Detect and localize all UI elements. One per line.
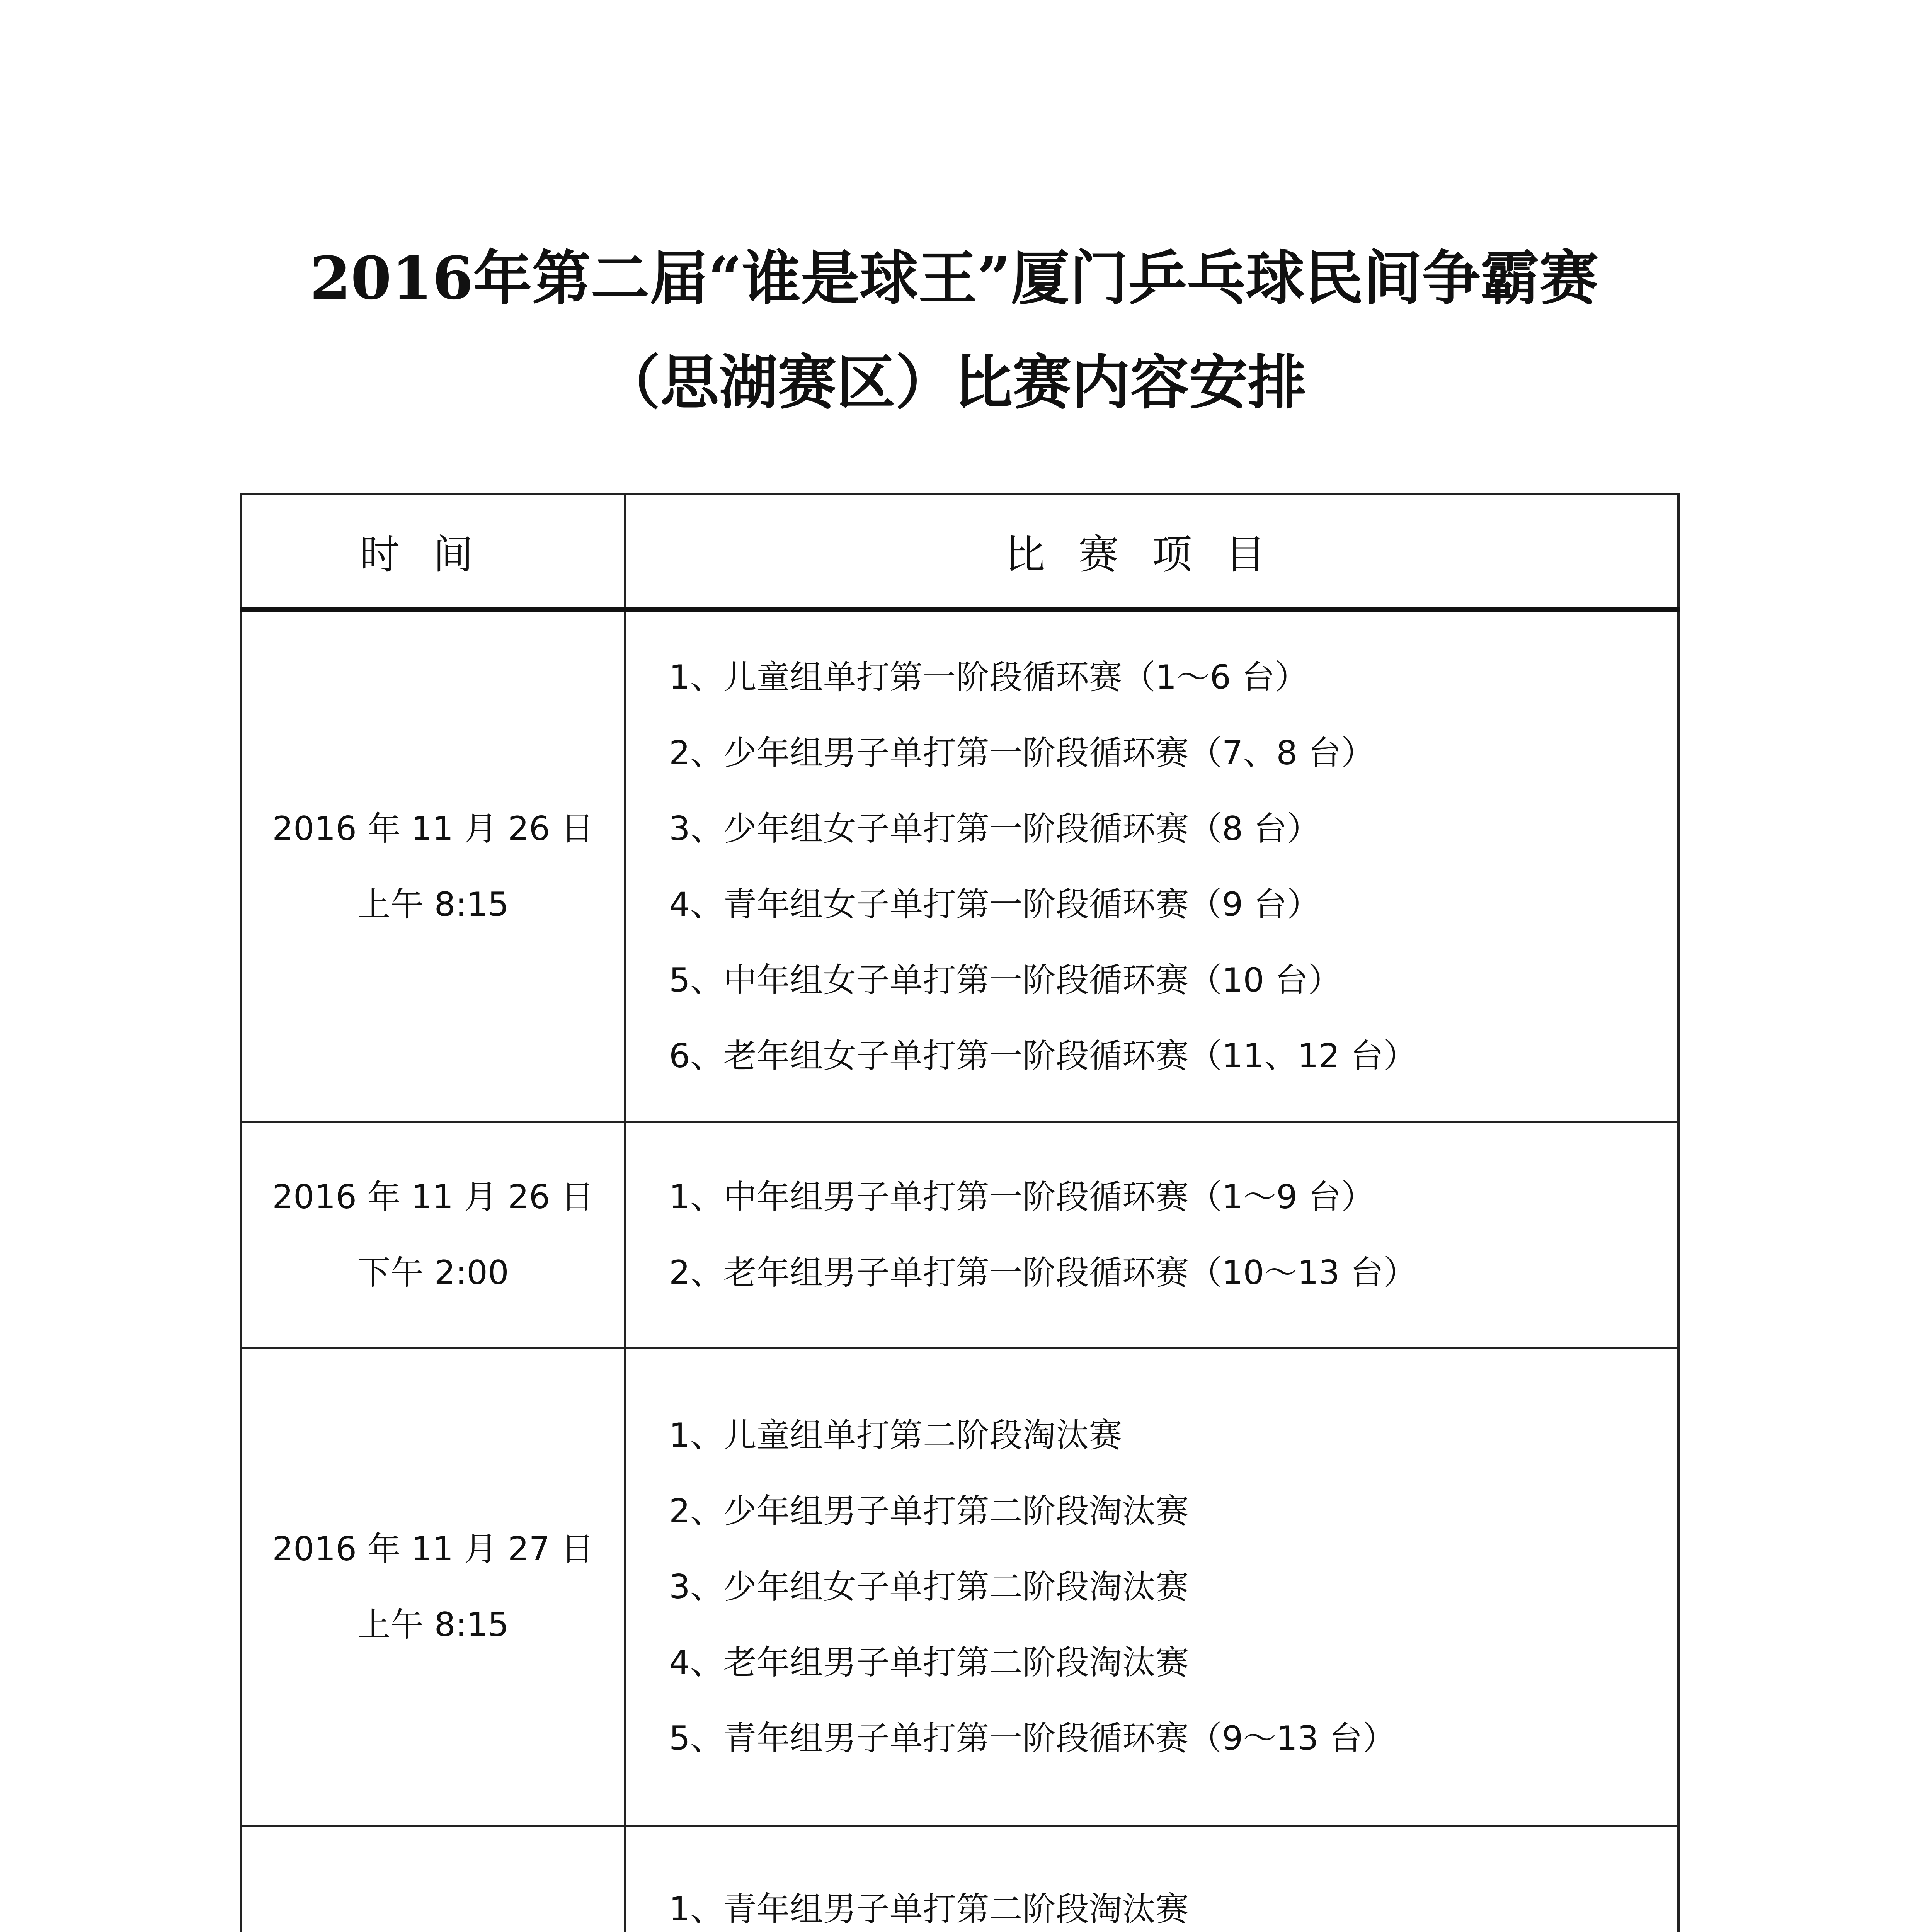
items-cell — [625, 610, 1678, 1122]
table-header-row — [241, 494, 1678, 610]
schedule-table — [240, 493, 1680, 1932]
list-item: 2、少年组男子单打第一阶段循环赛（7、8 台） — [669, 733, 1375, 772]
time-cell — [241, 1826, 625, 1932]
list-item: 2、少年组男子单打第二阶段淘汰赛 — [669, 1492, 1189, 1531]
list-item: 5、中年组女子单打第一阶段循环赛（10 台） — [669, 961, 1341, 1000]
list-item: 1、儿童组单打第二阶段淘汰赛 — [669, 1416, 1122, 1455]
header-time: 时间 — [241, 494, 625, 610]
table-row — [241, 1826, 1678, 1932]
list-item: 4、老年组男子单打第二阶段淘汰赛 — [669, 1643, 1189, 1682]
date-text: 2016 年 11 月 26 日 — [272, 809, 594, 848]
table-row — [241, 1122, 1678, 1348]
document-subtitle: （思湖赛区）比赛内容安排 — [601, 348, 1307, 417]
list-item: 5、青年组男子单打第一阶段循环赛（9～13 台） — [669, 1719, 1396, 1758]
items-cell — [625, 1122, 1678, 1348]
clock-text: 上午 8:15 — [357, 1605, 509, 1644]
clock-text: 下午 2:00 — [357, 1253, 509, 1292]
list-item: 1、中年组男子单打第一阶段循环赛（1～9 台） — [669, 1178, 1375, 1216]
time-cell — [241, 1122, 625, 1348]
items-cell — [625, 1348, 1678, 1826]
header-items: 比赛项目 — [625, 494, 1678, 610]
items-cell — [625, 1826, 1678, 1932]
list-item: 3、少年组女子单打第二阶段淘汰赛 — [669, 1568, 1189, 1606]
table-row — [241, 610, 1678, 1122]
list-item: 6、老年组女子单打第一阶段循环赛（11、12 台） — [669, 1036, 1417, 1075]
clock-text: 上午 8:15 — [357, 885, 509, 924]
time-cell — [241, 610, 625, 1122]
list-item: 2、老年组男子单打第一阶段循环赛（10～13 台） — [669, 1253, 1417, 1292]
date-text: 2016 年 11 月 26 日 — [272, 1178, 594, 1216]
time-cell — [241, 1348, 625, 1826]
document-title: 2016年第二届“谁是球王”厦门乒乓球民间争霸赛 — [310, 243, 1598, 313]
list-item: 4、青年组女子单打第一阶段循环赛（9 台） — [669, 885, 1320, 924]
list-item: 1、青年组男子单打第二阶段淘汰赛 — [669, 1890, 1189, 1929]
date-text: 2016 年 11 月 27 日 — [272, 1530, 594, 1568]
list-item: 3、少年组女子单打第一阶段循环赛（8 台） — [669, 809, 1320, 848]
list-item: 1、儿童组单打第一阶段循环赛（1～6 台） — [669, 658, 1308, 697]
table-row — [241, 1348, 1678, 1826]
